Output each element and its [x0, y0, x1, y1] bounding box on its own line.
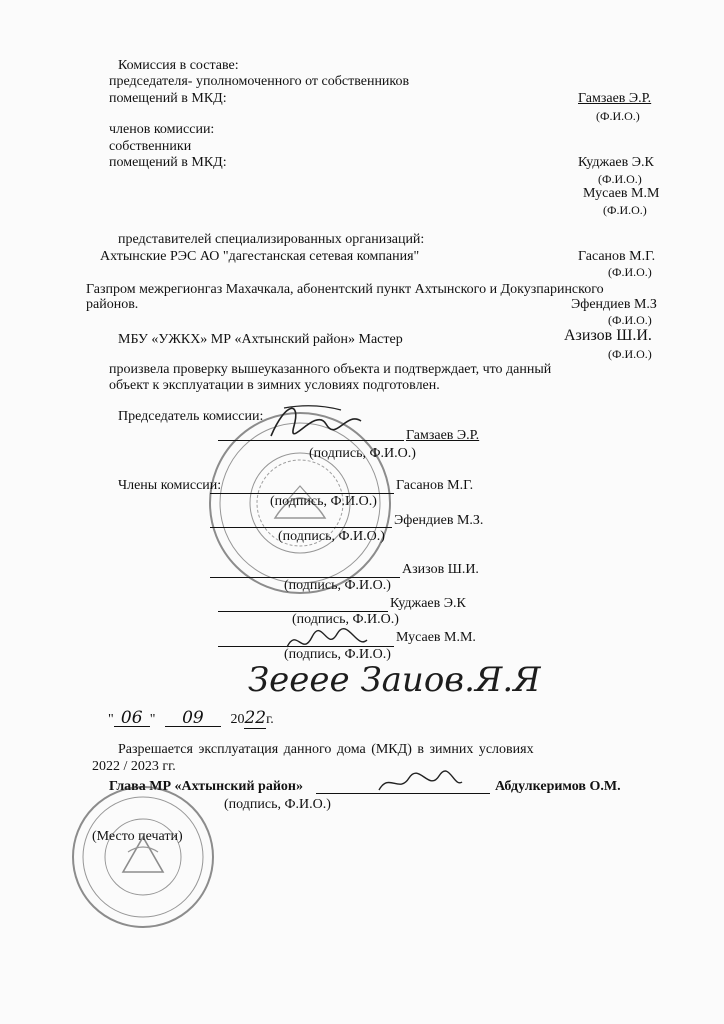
- org-mbu: МБУ «УЖКХ» МР «Ахтынский район» Мастер: [118, 332, 403, 347]
- member-musaev: Мусаев М.М: [583, 186, 660, 201]
- commission-intro: Комиссия в составе:: [118, 58, 239, 73]
- members-sign-label: Члены комиссии:: [118, 478, 222, 493]
- name-gasanov: Гасанов М.Г.: [578, 249, 656, 264]
- fio-caption: (Ф.И.О.): [608, 347, 652, 361]
- member-kudzhaev: Куджаев Э.К: [578, 155, 654, 170]
- head-signature: [374, 768, 464, 798]
- permission-line1: Разрешается эксплуатация данного дома (МКД) в зимних условиях: [118, 742, 534, 757]
- date-year-suffix: 22: [244, 708, 267, 728]
- date-quote-open: ": [108, 712, 114, 727]
- org-gazprom-line1: Газпром межрегионгаз Махачкала, абонентский пункт Ахтынского и Докузпаринского: [86, 282, 604, 297]
- sign-caption: (подпись, Ф.И.О.): [284, 647, 391, 662]
- head-caption: (подпись, Ф.И.О.): [224, 797, 331, 812]
- chair-sign-label: Председатель комиссии:: [118, 409, 264, 424]
- gasanov-sign-name: Гасанов М.Г.: [396, 478, 474, 493]
- head-name: Абдулкеримов О.М.: [495, 779, 621, 794]
- date-suffix: г.: [266, 712, 274, 727]
- fio-caption: (Ф.И.О.): [596, 109, 640, 123]
- fio-caption: (Ф.И.О.): [608, 265, 652, 279]
- kudzhaev-sign-name: Куджаев Э.К: [390, 596, 466, 611]
- sign-caption: (подпись, Ф.И.О.): [292, 612, 399, 627]
- date-month: 09: [165, 710, 221, 727]
- date-year-prefix: 20: [230, 712, 245, 727]
- sign-caption: (подпись, Ф.И.О.): [284, 578, 391, 593]
- chair-role-line1: председателя- уполномоченного от собственников: [109, 74, 410, 89]
- chair-name: Гамзаев Э.Р.: [578, 91, 652, 106]
- efendiev-sign-line: [210, 527, 392, 528]
- administration-seal-stamp: [68, 782, 218, 932]
- azizov-sign-name: Азизов Ш.И.: [402, 562, 479, 577]
- date-day: 06: [114, 710, 150, 727]
- date-quote-close: ": [149, 712, 156, 727]
- chair-sign-name: Гамзаев Э.Р.: [406, 428, 480, 443]
- sign-caption: (подпись, Ф.И.О.): [309, 446, 416, 461]
- org-heading: представителей специализированных организаций:: [118, 232, 425, 247]
- fio-caption: (Ф.И.О.): [603, 203, 647, 217]
- owners-line1: собственники: [109, 139, 192, 154]
- fio-caption: (Ф.И.О.): [598, 172, 642, 186]
- org-res: Ахтынские РЭС АО "дагестанская сетевая компания": [100, 249, 420, 264]
- sign-caption: (подпись, Ф.И.О.): [278, 529, 385, 544]
- fio-caption: (Ф.И.О.): [608, 313, 652, 327]
- name-azizov: Азизов Ш.И.: [564, 327, 652, 344]
- stamp-place-label: (Место печати): [92, 829, 183, 844]
- name-efendiev: Эфендиев М.З: [571, 297, 657, 312]
- efendiev-sign-name: Эфендиев М.З.: [394, 513, 484, 528]
- owners-line2: помещений в МКД:: [109, 155, 227, 170]
- members-heading: членов комиссии:: [109, 122, 215, 137]
- musaev-sign-name: Мусаев М.М.: [396, 630, 476, 645]
- head-label: Глава МР «Ахтынский район»: [109, 779, 303, 794]
- date-line: [108, 710, 274, 728]
- sign-caption: (подпись, Ф.И.О.): [270, 494, 377, 509]
- conclusion-line2: объект к эксплуатации в зимних условиях подготовлен.: [109, 378, 440, 393]
- permission-line2: 2022 / 2023 гг.: [92, 759, 176, 774]
- chair-signature: [266, 396, 366, 446]
- org-gazprom-line2: районов.: [86, 297, 139, 312]
- chair-role-line2: помещений в МКД:: [109, 91, 227, 106]
- handwritten-signatures: Зееее Заиов.Я.Я: [248, 660, 541, 700]
- conclusion-line1: произвела проверку вышеуказанного объекта и подтверждает, что данный: [109, 362, 552, 377]
